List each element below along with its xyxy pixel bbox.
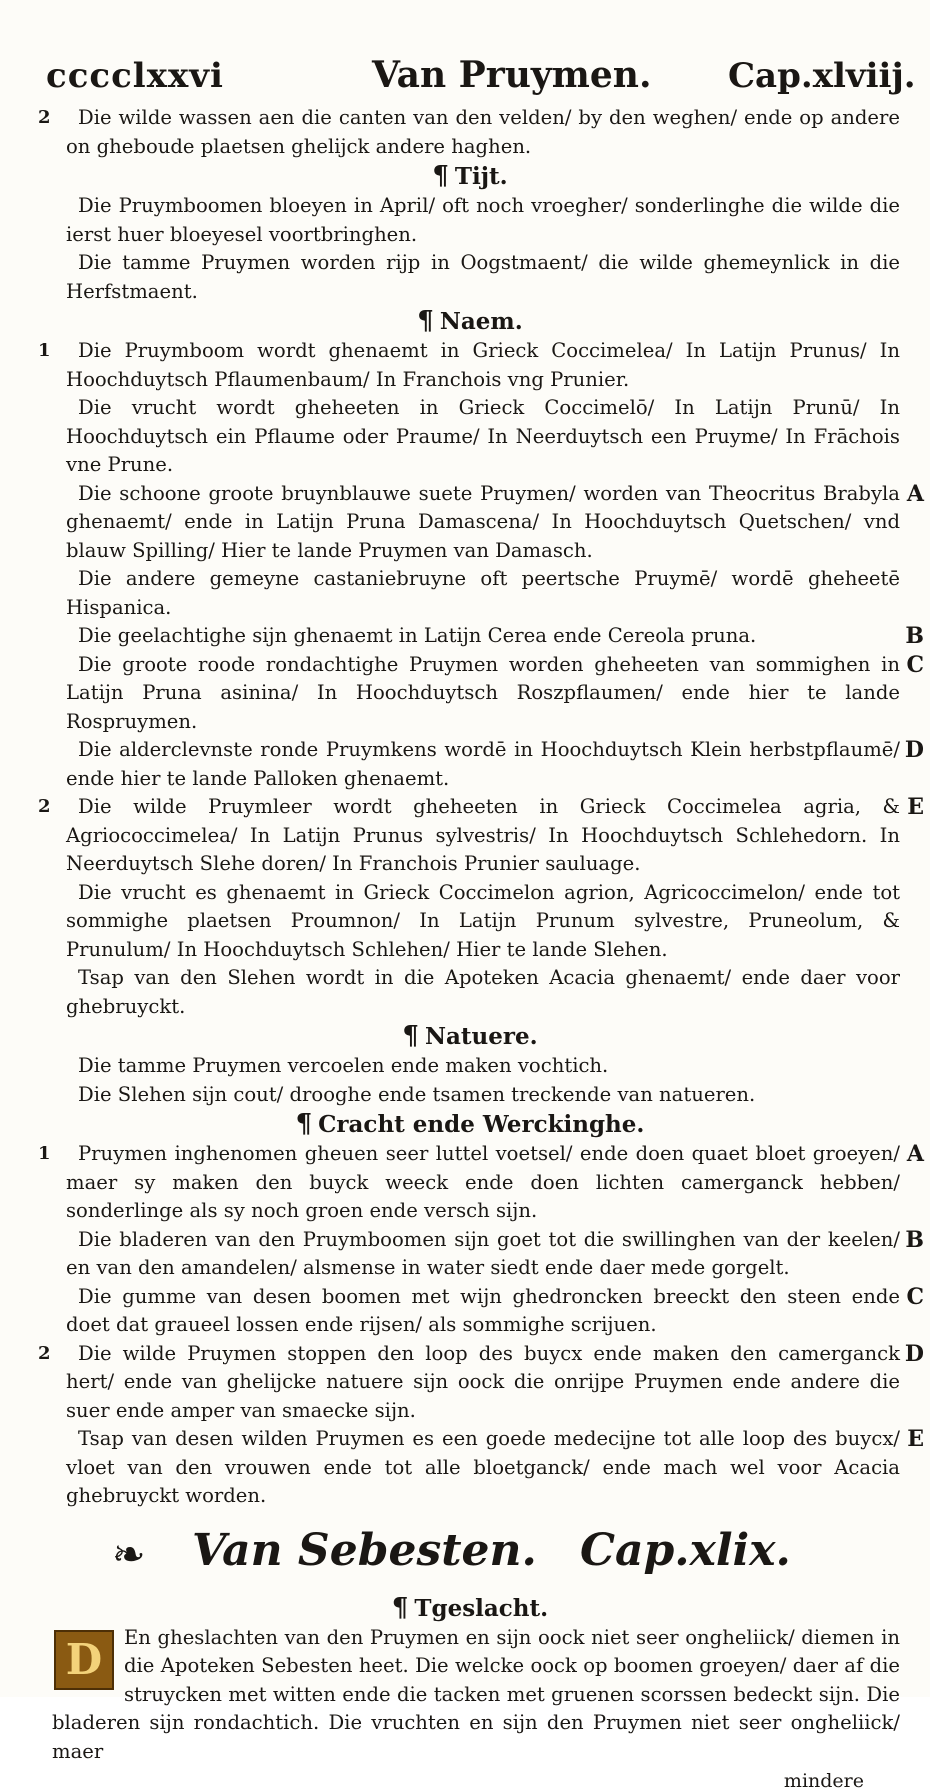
paragraph <box>40 964 900 1021</box>
paragraph-text: Die andere gemeyne castaniebruyne oft peertsche Pruymē/ wordē gheheetē Hispanica. <box>66 567 900 619</box>
paragraph-text: Die wilde Pruymen stoppen den loop des buycx ende maken den camerganck hert/ ende van ghelijcke natuere sijn oock die onrijpe Pruymen ende andere die suer ende amper van smaecke sijn. <box>66 1341 900 1422</box>
section-heading <box>40 1021 900 1052</box>
paragraph <box>40 1283 924 1340</box>
line-number: 2 <box>38 1342 51 1364</box>
paragraph <box>40 651 924 737</box>
paragraph-text: Tsap van desen wilden Pruymen es een goede medecijne tot alle loop des buycx/ vloet van den vrouwen ende tot alle bloetganck/ ende mach wel voor Acacia ghebruyckt worden. <box>66 1427 900 1507</box>
margin-letter: A <box>906 480 924 507</box>
pilcrow-icon: ¶ <box>391 1592 409 1623</box>
margin-letter: D <box>904 1340 924 1367</box>
heading-text: Naem. <box>439 308 523 335</box>
paragraph <box>40 1425 924 1511</box>
heading-text: Tgeslacht. <box>414 1594 549 1622</box>
line-number: 1 <box>38 1143 51 1164</box>
margin-letter: E <box>907 1426 924 1452</box>
paragraph-text: Die bladeren van den Pruymboomen sijn goet tot die swillinghen van der keelen/ en van den amandelen/ alsmense in water siedt ende daer mede gorgelt. <box>66 1227 900 1279</box>
paragraph <box>38 1340 924 1426</box>
paragraph-text: Die Pruymboomen bloeyen in April/ oft noch vroegher/ sonderlinghe die wilde die ierst huer bloeyesel voortbringhen. <box>66 194 900 246</box>
paragraph-text: Die Slehen sijn cout/ drooghe ende tsamen treckende van natueren. <box>78 1082 756 1106</box>
paragraph <box>40 736 924 793</box>
section-heading <box>40 161 900 192</box>
line-number: 2 <box>38 796 51 817</box>
margin-letter: D <box>904 737 924 763</box>
margin-letter: E <box>907 794 924 820</box>
pilcrow-icon: ¶ <box>295 1109 313 1139</box>
ornament-icon: ❧ <box>112 1531 146 1578</box>
decorated-initial: D <box>54 1630 114 1690</box>
opening-paragraph <box>40 1624 900 1767</box>
paragraph-text: En gheslachten van den Pruymen en sijn oock niet seer ongheliick/ diemen in die Apoteken Sebesten heet. Die welcke oock op boomen groeyen/ daer af die struycken met witten ende die tacken met gruenen scorssen bedeckt sijn. Die bladeren sijn rondachtich. Die vruchten en sijn den Pruymen niet seer ongheliick/ maer <box>52 1625 900 1763</box>
section-heading <box>40 1109 900 1140</box>
chapter-title-text: Van Sebesten. <box>192 1524 537 1576</box>
paragraph-text: Pruymen inghenomen gheuen seer luttel voetsel/ ende doen quaet bloet groeyen/ maer sy maken den buyck weeck ende doen lichten camerganck hebben/ sonderlinge als sy noch groen ende versch sijn. <box>66 1142 900 1222</box>
paragraph <box>38 1140 924 1226</box>
paragraph <box>40 337 900 394</box>
section-heading <box>40 1593 900 1624</box>
pilcrow-icon: ¶ <box>432 161 449 191</box>
chapter-title-number: Cap.xlix. <box>580 1524 791 1576</box>
line-number: 2 <box>38 107 51 128</box>
paragraph <box>40 394 900 480</box>
paragraph-text: Die vrucht es ghenaemt in Grieck Coccimelon agrion, Agricoccimelon/ ende tot sommighe plaetsen Proumnon/ In Latijn Prunum sylvestre, Pruneolum, & Prunulum/ In Hoochduytsch Schlehen/ Hier te lande Slehen. <box>66 880 900 961</box>
page-header <box>0 52 930 112</box>
paragraph <box>40 249 900 306</box>
margin-letter: B <box>905 1226 924 1253</box>
text-column <box>38 104 924 1792</box>
paragraph-text: Die tamme Pruymen worden rijp in Oogstmaent/ die wilde ghemeynlick in die Herfstmaent. <box>66 251 900 303</box>
paragraph-text: Die wilde wassen aen die canten van den velden/ by den weghen/ ende op andere on gheboude plaetsen ghelijck andere haghen. <box>66 106 900 158</box>
pilcrow-icon: ¶ <box>417 306 434 336</box>
margin-letter: A <box>906 1141 924 1167</box>
paragraph-text: Die gumme van desen boomen met wijn ghedroncken breeckt den steen ende doet dat graueel lossen ende rijsen/ als sommighe scrijuen. <box>66 1284 900 1336</box>
paragraph <box>40 1052 900 1081</box>
margin-letter: C <box>906 651 924 678</box>
margin-letter: B <box>905 623 924 649</box>
paragraph <box>40 104 900 161</box>
heading-text: Cracht ende Werckinghe. <box>318 1111 645 1138</box>
catchword: mindere <box>783 1770 864 1792</box>
paragraph <box>40 192 900 249</box>
paragraph <box>40 879 900 965</box>
paragraph <box>40 1226 924 1283</box>
running-title: Van Pruymen. <box>372 54 652 96</box>
folio-number: cccclxxvi <box>46 56 224 96</box>
paragraph <box>40 622 924 651</box>
section-heading <box>40 306 900 337</box>
paragraph-text: Die schoone groote bruynblauwe suete Pruymen/ worden van Theocritus Brabyla ghenaemt/ ende in Latijn Pruna Damascena/ In Hoochduytsch Quetschen/ vnd blauw Spilling/ Hier te lande Pruymen van Damasch. <box>66 481 900 562</box>
chapter-title <box>40 1517 900 1593</box>
paragraph <box>40 1081 900 1110</box>
line-number: 1 <box>38 340 51 361</box>
pilcrow-icon: ¶ <box>402 1021 419 1051</box>
chapter-number: Cap.xlviij. <box>728 56 916 96</box>
margin-letter: C <box>906 1283 924 1310</box>
paragraph <box>40 480 924 566</box>
paragraph <box>40 565 900 622</box>
paragraph-text: Die wilde Pruymleer wordt gheheeten in Grieck Coccimelea agria, & Agriococcimelea/ In Latijn Prunus sylvestris/ In Hoochduytsch Schlehedorn. In Neerduytsch Slehe doren/ In Franchois Prunier sauluage. <box>66 795 900 875</box>
paragraph-text: Die Pruymboom wordt ghenaemt in Grieck Coccimelea/ In Latijn Prunus/ In Hoochduytsch Pflaumenbaum/ In Franchois vng Prunier. <box>66 339 900 391</box>
paragraph-text: Tsap van den Slehen wordt in die Apoteken Acacia ghenaemt/ ende daer voor ghebruyckt. <box>66 966 900 1018</box>
paragraph-text: Die alderclevnste ronde Pruymkens wordē in Hoochduytsch Klein herbstpflaumē/ ende hier te lande Palloken ghenaemt. <box>66 738 900 790</box>
paragraph <box>38 793 924 879</box>
heading-text: Tijt. <box>454 163 508 190</box>
paragraph-text: Die tamme Pruymen vercoelen ende maken vochtich. <box>78 1054 609 1077</box>
paragraph-text: Die groote roode rondachtighe Pruymen worden gheheeten van sommighen in Latijn Pruna asinina/ In Hoochduytsch Roszpflaumen/ ende hier te lande Rospruymen. <box>66 652 900 733</box>
paragraph-text: Die vrucht wordt gheheeten in Grieck Coccimelō/ In Latijn Prunū/ In Hoochduytsch ein Pflaume oder Praume/ In Neerduytsch een Pruyme/ In Frāchois vne Prune. <box>66 396 900 476</box>
paragraph-text: Die geelachtighe sijn ghenaemt in Latijn Cerea ende Cereola pruna. <box>78 624 757 647</box>
heading-text: Natuere. <box>424 1023 538 1050</box>
